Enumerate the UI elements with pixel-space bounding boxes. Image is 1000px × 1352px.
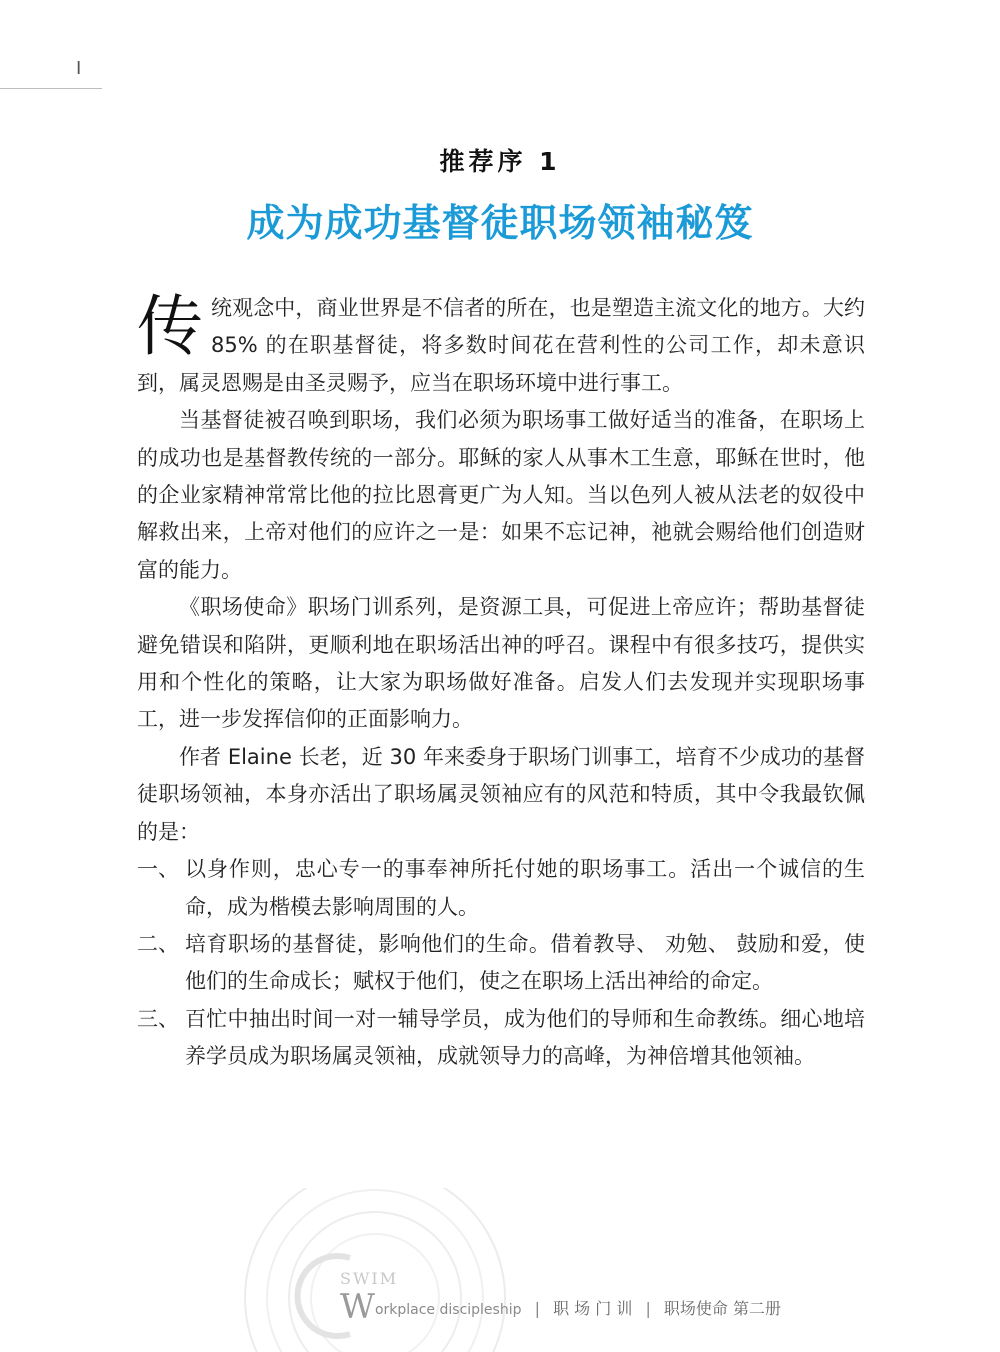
list-item-marker: 一、 — [137, 857, 179, 882]
paragraph-4: 作者 Elaine 长老，近 30 年来委身于职场门训事工，培育不少成功的基督徒职场领袖，本身亦活出了职场属灵领袖应有的风范和特质，其中令我最钦佩的是： — [137, 744, 865, 844]
paragraph-1 — [137, 290, 865, 402]
footer-book: 职场使命 第二册 — [663, 1299, 782, 1318]
footer-text — [340, 1269, 782, 1327]
admiration-list — [137, 851, 865, 1075]
list-item-text: 培育职场的基督徒，影响他们的生命。借着教导、 劝勉、 鼓励和爱，使他们的生命成长；赋权于他们，使之在职场上活出神给的命定。 — [185, 931, 865, 994]
list-item-text: 以身作则，忠心专一的事奉神所托付她的职场事工。活出一个诚信的生命，成为楷模去影响周围的人。 — [185, 857, 865, 919]
top-rule — [0, 88, 102, 89]
list-item-text: 百忙中抽出时间一对一辅导学员，成为他们的导师和生命教练。细心地培养学员成为职场属灵领袖，成就领导力的高峰，为神倍增其他领袖。 — [185, 1006, 865, 1069]
brand-w: W — [340, 1287, 375, 1327]
paragraph-1-text: 统观念中，商业世界是不信者的所在，也是塑造主流文化的地方。大约 85% 的在职基督徒，将多数时间花在营利性的公司工作，却未意识到，属灵恩赐是由圣灵赐予，应当在职场环境中进行事工。 — [137, 296, 865, 395]
list-item-marker: 二、 — [137, 931, 179, 956]
list-item — [137, 851, 865, 926]
footer-series: 职 场 门 训 — [553, 1299, 633, 1318]
list-item-marker: 三、 — [137, 1006, 179, 1031]
article-body — [137, 290, 865, 1076]
brand-logo — [340, 1269, 522, 1327]
list-item — [137, 1001, 865, 1076]
drop-cap: 传 — [137, 288, 203, 365]
page-number-marker: I — [76, 58, 82, 79]
page-footer — [0, 1188, 1000, 1352]
footer-separator: | — [534, 1299, 540, 1318]
page-title: 成为成功基督徒职场领袖秘笈 — [246, 201, 754, 245]
list-item — [137, 926, 865, 1001]
brand-swim: SWIM — [340, 1269, 399, 1288]
footer-circles-decoration — [0, 1188, 1000, 1352]
section-label: 推荐序 1 — [439, 147, 561, 176]
brand-tagline: orkplace discipleship — [374, 1302, 522, 1318]
paragraph-2: 当基督徒被召唤到职场，我们必须为职场事工做好适当的准备，在职场上的成功也是基督教传统的一部分。耶稣的家人从事木工生意，耶稣在世时，他的企业家精神常常比他的拉比恩膏更广为人知。当以色列人被从法老的奴役中解救出来，上帝对他们的应许之一是：如果不忘记神，祂就会赐给他们创造财富的能力。 — [137, 408, 865, 582]
footer-separator: | — [645, 1299, 651, 1318]
paragraph-3: 《职场使命》职场门训系列，是资源工具，可促进上帝应许；帮助基督徒避免错误和陷阱，更顺利地在职场活出神的呼召。课程中有很多技巧，提供实用和个性化的策略，让大家为职场做好准备。启发人们去发现并实现职场事工，进一步发挥信仰的正面影响力。 — [137, 595, 865, 732]
